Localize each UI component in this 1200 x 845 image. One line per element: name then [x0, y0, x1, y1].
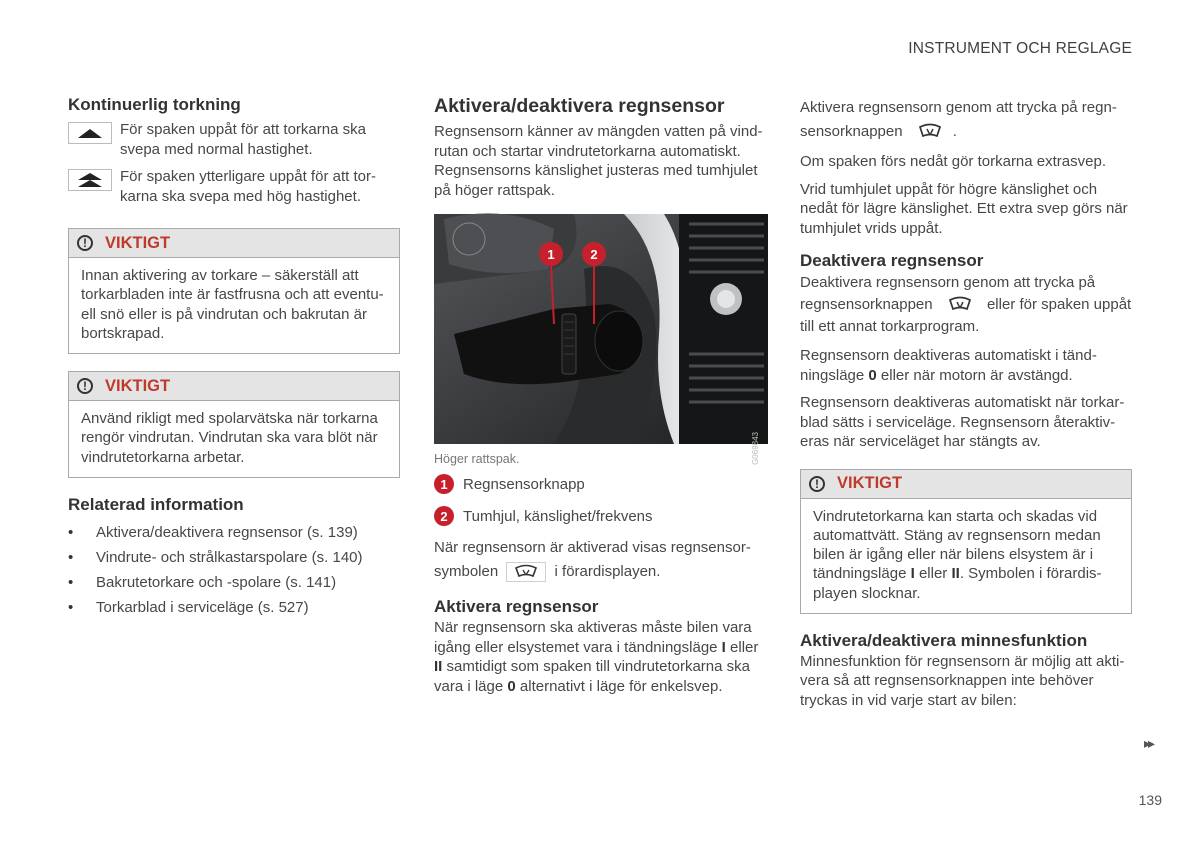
callout-1: 1 — [539, 242, 563, 266]
column-middle — [434, 94, 768, 696]
heading-rain-sensor: Aktivera/deaktivera regnsensor — [434, 95, 725, 117]
extra-sweep-text: Om spaken förs nedåt gör torkarna extrasvep. — [800, 153, 1106, 170]
legend-item: 2 Tumhjul, känslighet/frekvens — [434, 506, 768, 526]
high-speed-text: För spaken ytterligare uppåt för att tor-karna ska svepa med hög hastighet. — [120, 168, 376, 205]
activate-heading: Aktivera regnsensor — [434, 597, 599, 616]
memory-function-text: Minnesfunktion för regnsensorn är möjlig att akti-vera så att regnsensorknappen inte behöver tryckas in vid varje start av bilen: — [800, 652, 1125, 709]
warning-text: Använd rikligt med spolarvätska när torkarna rengör vindrutan. Vindrutan ska vara blöt när vindrutetorkarna arbetar. — [81, 410, 378, 466]
activate-instruction: Aktivera regnsensorn genom att trycka på regn-sensorknappen . — [800, 99, 1117, 140]
deactivate-heading: Deaktivera regnsensor — [800, 251, 984, 270]
exclamation-icon: ! — [77, 235, 93, 251]
warning-title: VIKTIGT — [105, 233, 171, 252]
warning-header — [801, 470, 1131, 499]
sensitivity-text: Vrid tumhjulet uppåt för högre känslighet och nedåt för lägre känslighet. Ett extra svep görs när tumhjulet vrids uppåt. — [800, 180, 1128, 237]
rain-sensor-button-icon — [911, 123, 949, 141]
warning-text: Vindrutetorkarna kan starta och skadas vid automattvätt. Stäng av regnsensorn medan bilen är igång eller när bilens elsystem är i tändningsläge I eller II. Symbolen i förardis-playen slocknar. — [813, 507, 1102, 602]
normal-speed-row — [68, 120, 400, 159]
warning-text: Innan aktivering av torkare – säkerställ att torkarbladen inte är fastfrusna och att eventu-ell snö eller is på vindrutan och bakrutan är bortskrapad. — [81, 267, 384, 342]
deactivate-instruction: Deaktivera regnsensorn genom att trycka på regnsensorknappen eller för spaken uppåt till ett annat torkarprogram. — [800, 274, 1132, 335]
legend-item: 1 Regnsensorknapp — [434, 474, 768, 494]
figure-caption: Höger rattspak. — [434, 452, 520, 466]
related-link[interactable]: • Bakrutetorkare och -spolare (s. 141) — [68, 570, 400, 595]
related-link[interactable]: • Torkarblad i serviceläge (s. 527) — [68, 595, 400, 620]
exclamation-icon: ! — [77, 378, 93, 394]
page-number: 139 — [1138, 792, 1162, 808]
column-left — [68, 94, 400, 620]
related-link[interactable]: • Aktivera/deaktivera regnsensor (s. 139) — [68, 520, 400, 545]
warning-header — [69, 229, 399, 258]
single-up-arrow-icon — [68, 122, 112, 144]
warning-box-2 — [68, 371, 400, 478]
continue-arrow-icon: ▸▸ — [1143, 735, 1152, 751]
normal-speed-text: För spaken uppåt för att torkarna ska svepa med normal hastighet. — [120, 121, 366, 158]
memory-function-heading: Aktivera/deaktivera minnesfunktion — [800, 630, 1088, 650]
warning-title: VIKTIGT — [837, 474, 903, 492]
double-up-arrow-icon — [68, 169, 112, 191]
warning-header — [69, 372, 399, 401]
exclamation-icon: ! — [809, 476, 825, 492]
related-link[interactable]: • Vindrute- och strålkastarspolare (s. 140) — [68, 545, 400, 570]
section-header: INSTRUMENT OCH REGLAGE — [908, 40, 1132, 57]
column-right — [800, 96, 1132, 710]
related-info-heading: Relaterad information — [68, 495, 244, 515]
rain-sensor-intro: Regnsensorn känner av mängden vatten på vind-rutan och startar vindrutetorkarna automatiskt. Regnsensorns känslighet justeras med tumhjulet på höger rattspak. — [434, 123, 763, 199]
warning-box-1 — [68, 228, 400, 354]
service-mode-text: Regnsensorn deaktiveras automatiskt när torkar-blad sätts i serviceläge. Regnsensorn återaktiv-eras när serviceläget har stängts av. — [800, 394, 1125, 450]
high-speed-row — [68, 167, 400, 206]
warning-title: VIKTIGT — [105, 376, 171, 395]
figure-code: G069843 — [751, 432, 760, 465]
display-info-text: När regnsensorn är aktiverad visas regnsensor-symbolen i förardisplayen. — [434, 536, 768, 584]
rain-sensor-symbol-icon — [506, 562, 546, 582]
callout-2: 2 — [582, 242, 606, 266]
activate-text: När regnsensorn ska aktiveras måste bilen vara igång eller elsystemet vara i tändningsläge I eller II samtidigt som spaken till vindrutetorkarna ska vara i läge 0 alternativt i läge för enkelsvep. — [434, 619, 759, 695]
rain-sensor-button-icon — [941, 296, 979, 314]
related-list — [68, 520, 400, 620]
auto-deactivate-text: Regnsensorn deaktiveras automatiskt i tänd-ningsläge 0 eller när motorn är avstängd. — [800, 347, 1097, 384]
warning-box-3 — [800, 469, 1132, 614]
heading-continuous-wiping: Kontinuerlig torkning — [68, 95, 241, 114]
